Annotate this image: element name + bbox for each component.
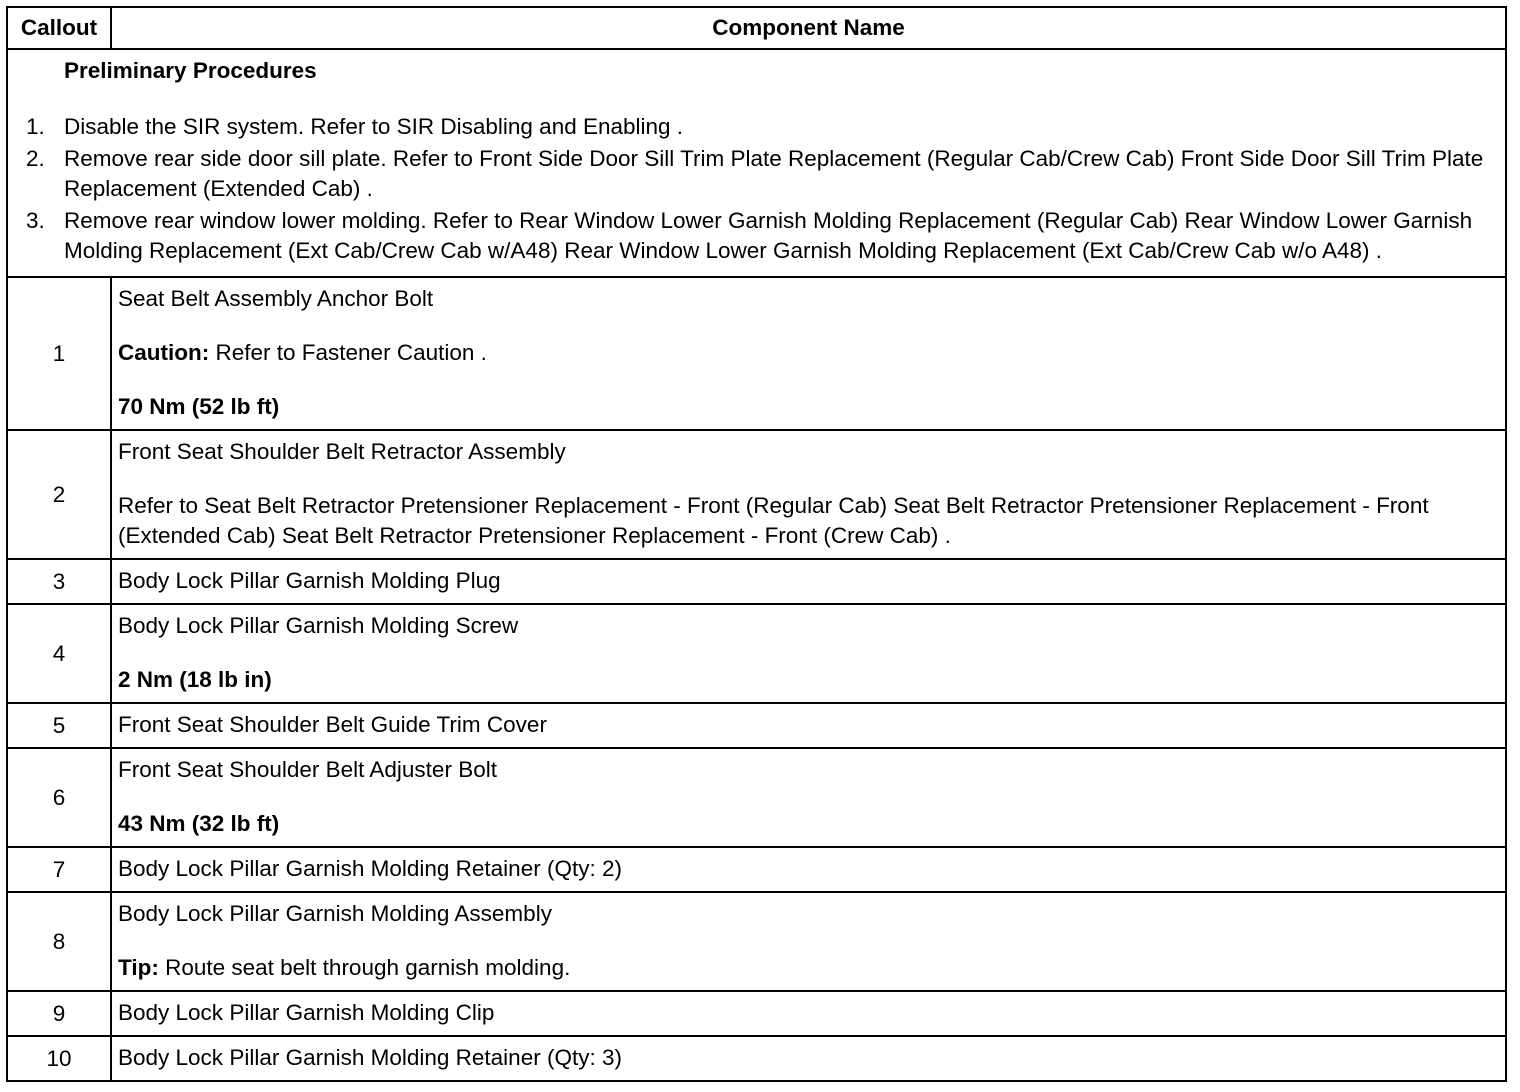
preliminary-procedures-row	[7, 49, 1506, 277]
callout-cell: 6	[7, 748, 111, 847]
component-name: Body Lock Pillar Garnish Molding Retainer (Qty: 3)	[118, 1045, 622, 1070]
component-table	[6, 6, 1507, 1082]
step-number: 2.	[26, 146, 45, 171]
component-name-cell	[111, 559, 1506, 604]
table-row	[7, 559, 1506, 604]
callout-cell: 3	[7, 559, 111, 604]
callout-cell: 10	[7, 1036, 111, 1081]
component-name-cell	[111, 604, 1506, 703]
component-name-cell	[111, 1036, 1506, 1081]
component-name-cell	[111, 430, 1506, 559]
step-number: 1.	[26, 114, 45, 139]
step-text: Disable the SIR system. Refer to SIR Disabling and Enabling .	[64, 114, 684, 139]
callout-cell: 1	[7, 277, 111, 430]
component-name: Body Lock Pillar Garnish Molding Plug	[118, 568, 501, 593]
preliminary-step	[26, 206, 1495, 266]
preliminary-steps-list	[26, 112, 1495, 266]
table-row	[7, 604, 1506, 703]
component-name: Seat Belt Assembly Anchor Bolt	[118, 286, 434, 311]
callout-cell: 8	[7, 892, 111, 991]
component-name: Front Seat Shoulder Belt Guide Trim Cover	[118, 712, 547, 737]
callout-cell: 2	[7, 430, 111, 559]
table-row	[7, 847, 1506, 892]
callout-cell: 7	[7, 847, 111, 892]
component-name: Body Lock Pillar Garnish Molding Screw	[118, 613, 519, 638]
component-name-cell	[111, 991, 1506, 1036]
table-row	[7, 892, 1506, 991]
component-name-cell	[111, 847, 1506, 892]
table-row	[7, 277, 1506, 430]
table-row	[7, 703, 1506, 748]
preliminary-step	[26, 112, 1495, 142]
preliminary-step	[26, 144, 1495, 204]
preliminary-procedures-cell	[7, 49, 1506, 277]
caution-text: Refer to Fastener Caution .	[209, 340, 487, 365]
component-name-cell	[111, 892, 1506, 991]
step-number: 3.	[26, 208, 45, 233]
component-name: Body Lock Pillar Garnish Molding Retainer (Qty: 2)	[118, 856, 622, 881]
preliminary-procedures-title: Preliminary Procedures	[64, 58, 317, 83]
tip-text: Route seat belt through garnish molding.	[158, 955, 571, 980]
tip-note	[118, 953, 1497, 983]
component-name-column-header: Component Name	[111, 7, 1506, 49]
callout-cell: 4	[7, 604, 111, 703]
step-text: Remove rear side door sill plate. Refer to Front Side Door Sill Trim Plate Replacement (Regular Cab/Crew Cab) Front Side Door Sill Trim Plate Replacement (Extended Cab) .	[64, 146, 1484, 201]
torque-spec: 70 Nm (52 lb ft)	[118, 394, 280, 419]
caution-note	[118, 338, 1497, 368]
step-text: Remove rear window lower molding. Refer to Rear Window Lower Garnish Molding Replacement (Regular Cab) Rear Window Lower Garnish Molding Replacement (Ext Cab/Crew Cab w/A48) Rear Window Lower Garnish Molding Replacement (Ext Cab/Crew Cab w/o A48) .	[64, 208, 1473, 263]
component-name: Body Lock Pillar Garnish Molding Assembly	[118, 901, 552, 926]
component-name-cell	[111, 703, 1506, 748]
component-name: Front Seat Shoulder Belt Adjuster Bolt	[118, 757, 497, 782]
tip-label: Tip:	[118, 955, 159, 980]
callout-cell: 5	[7, 703, 111, 748]
table-row	[7, 1036, 1506, 1081]
table-row	[7, 430, 1506, 559]
table-header-row	[7, 7, 1506, 49]
torque-spec: 2 Nm (18 lb in)	[118, 667, 272, 692]
component-name-cell	[111, 748, 1506, 847]
component-name: Body Lock Pillar Garnish Molding Clip	[118, 1000, 495, 1025]
callout-column-header: Callout	[7, 7, 111, 49]
callout-cell: 9	[7, 991, 111, 1036]
component-name-cell	[111, 277, 1506, 430]
caution-label: Caution:	[118, 340, 210, 365]
table-row	[7, 748, 1506, 847]
reference-note: Refer to Seat Belt Retractor Pretensioner Replacement - Front (Regular Cab) Seat Belt Retractor Pretensioner Replacement - Front (Extended Cab) Seat Belt Retractor Pretensioner Replacement - Front (Crew Cab) .	[118, 493, 1429, 548]
table-row	[7, 991, 1506, 1036]
component-name: Front Seat Shoulder Belt Retractor Assembly	[118, 439, 566, 464]
torque-spec: 43 Nm (32 lb ft)	[118, 811, 280, 836]
